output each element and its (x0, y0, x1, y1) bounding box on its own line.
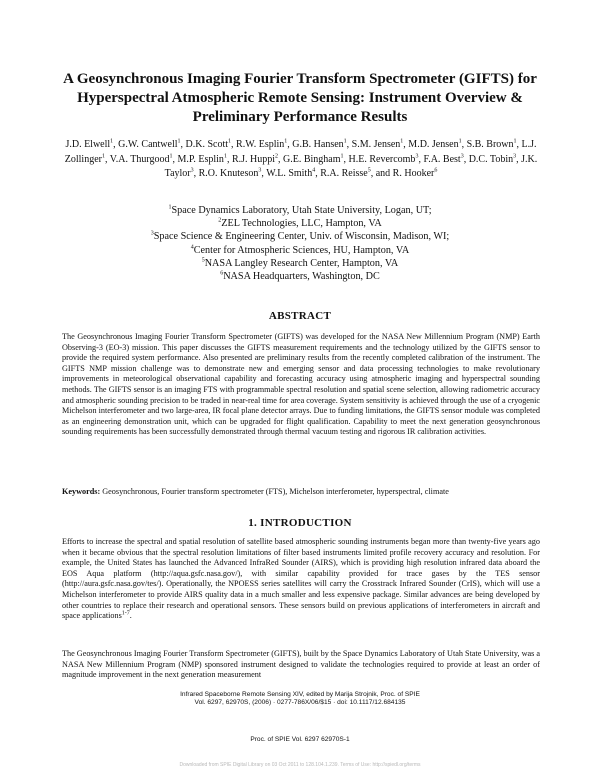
author (232, 154, 278, 165)
affiliation-text: ZEL Technologies, LLC, Hampton, VA (221, 218, 382, 230)
keywords-label: Keywords: (62, 487, 101, 496)
author (352, 139, 404, 150)
author-affiliation-marker: 2 (275, 153, 278, 160)
author (65, 139, 113, 150)
author (320, 168, 371, 179)
intro-paragraph-2: The Geosynchronous Imaging Fourier Transform Spectrometer (GIFTS), built by the Space Dynamics Laboratory of Utah State University, was a NASA New Millennium Program (NMP) sponsored instrument designed to validate the technologies required to provide at least an order of magnitude improvement in the next generation measurement (62, 649, 540, 680)
affiliation-list (80, 204, 520, 283)
affiliation-text: NASA Headquarters, Washington, DC (223, 271, 380, 283)
affiliation-text: Space Science & Engineering Center, Univ. of Wisconsin, Madison, WI; (153, 231, 450, 243)
author-name: J.D. Elwell (65, 139, 111, 150)
author (292, 139, 346, 150)
intro-citation-ref: 1-7 (121, 610, 130, 617)
author-name: R.O. Knuteson (198, 168, 259, 179)
affiliation-marker: 5 (201, 257, 205, 264)
affiliation-marker: 6 (220, 270, 224, 277)
affiliation-marker: 1 (168, 204, 172, 211)
affiliation-text: NASA Langley Research Center, Hampton, VA (204, 257, 399, 269)
author-affiliation-marker: 3 (190, 167, 194, 174)
author-name: R.W. Esplin (236, 139, 285, 150)
author-name: R.J. Huppi (231, 153, 275, 165)
author-name: J.K. Taylor (164, 153, 538, 179)
affiliation (80, 230, 520, 243)
author-name: M.D. Jensen (408, 139, 459, 150)
author-list: J.D. Elwell$^1$, G.W. Cantwell$^1$, D.K. Scott$^1$, R.W. Esplin$^1$, G.B. Hansen$^1$, S.M. Jensen$^1$, M.D. Jensen$^1$, S.B. Brown$^1$, L.J. Zollinger$^1$, V.A. Thurgood$^1$, M.P. Esplin$^1$, R.J. Huppi$^2$, G.E. Bingham$^1$, H.E. Revercomb$^3$, F.A. Best$^3$, D.C. Tobin$^3$, J.K. Taylor$^3$, R.O. Knuteson$^3$, W.L. Smith$^4$, R.A. Reisse$^5$, and R. Hooker$^6$ (64, 138, 538, 179)
affiliation (80, 217, 520, 230)
author (423, 154, 463, 165)
author-name: W.L. Smith (266, 168, 313, 179)
author-name: L.J. Zollinger (64, 139, 537, 165)
author-name: H.E. Revercomb (348, 153, 416, 165)
footer-citation-line-2: Vol. 6297, 62970S, (2006) · 0277-786X/06/$15 · doi: 10.1117/12.684135 (194, 699, 406, 707)
author-name: S.B. Brown (466, 139, 514, 150)
author-name: G.W. Cantwell (118, 139, 178, 150)
author (393, 168, 438, 179)
download-notice: Downloaded from SPIE Digital Library on 03 Oct 2011 to 128.104.1.239. Terms of Use: http://spiedl.org/terms (179, 762, 421, 768)
author (283, 154, 344, 165)
author-affiliation-marker: 1 (284, 138, 288, 145)
affiliation (80, 244, 520, 257)
footer-citation (0, 691, 600, 708)
author-name: S.M. Jensen (351, 139, 401, 150)
author (236, 139, 287, 150)
keywords-text: Geosynchronous, Fourier transform spectrometer (FTS), Michelson interferometer, hyperspectral, climate (102, 487, 449, 496)
author (186, 139, 232, 150)
intro-paragraph-1: Efforts to increase the spectral and spatial resolution of satellite based atmospheric sounding instruments began more than twenty-five years ago when it became obvious that the spectral resolution limitations of filter based instruments limited profile recovery accuracy and resolution. For example, the United States has launched the Advanced InfraRed Sounder (AIRS), which is providing high resolution infrared data aboard the EOS Aqua platform (http://aqua.gsfc.nasa.gov/), with similar capability provided for trace gases by the TES sensor (http://aura.gsfc.nasa.gov/tes/). Operationally, the NPOESS series satellites will carry the Crosstrack Infrared Sounder (CrIS), which will use a Michelson interferometer to provide AIRS quality data in a much smaller and less expensive package. Similar advances are being developed by other countries to replace their research and operational sensors. These sensors build on previous applications of interferometers in aircraft and space applications$^{1-7}$. (62, 537, 540, 621)
author-affiliation-marker: 4 (312, 167, 316, 174)
author-name: D.K. Scott (185, 139, 229, 150)
author-affiliation-marker: 3 (415, 153, 419, 160)
author-affiliation-marker: 3 (513, 153, 517, 160)
author (178, 154, 227, 165)
keywords (62, 487, 540, 498)
author-affiliation-marker: 6 (434, 167, 438, 174)
author-affiliation-marker: 1 (513, 138, 517, 145)
author (469, 154, 516, 165)
author (266, 168, 315, 179)
paper-title: A Geosynchronous Imaging Fourier Transform Spectrometer (GIFTS) for Hyperspectral Atmospheric Remote Sensing: Instrument Overview & Preliminary Performance Results (63, 71, 537, 125)
author-name: F.A. Best (423, 153, 461, 165)
affiliation (80, 270, 520, 283)
author-and: and (375, 168, 391, 179)
author-affiliation-marker: 1 (340, 153, 344, 160)
affiliation (80, 257, 520, 270)
author (199, 168, 262, 179)
author-name: D.C. Tobin (468, 153, 514, 165)
footer-citation-line-1: Infrared Spaceborne Remote Sensing XIV, edited by Marija Strojnik, Proc. of SPIE (180, 691, 420, 698)
affiliation-marker: 2 (218, 217, 222, 224)
author-affiliation-marker: 1 (177, 138, 181, 145)
author-name: G.B. Hansen (292, 139, 344, 150)
author-name: V.A. Thurgood (109, 153, 170, 165)
author-affiliation-marker: 5 (367, 167, 371, 174)
author-name: M.P. Esplin (177, 153, 224, 165)
author (118, 139, 180, 150)
author-name: R. Hooker (392, 168, 435, 179)
affiliation-text: Center for Atmospheric Sciences, HU, Hampton, VA (193, 244, 410, 256)
author-affiliation-marker: 3 (460, 153, 464, 160)
affiliation-marker: 4 (190, 244, 194, 251)
author-affiliation-marker: 1 (228, 138, 232, 145)
author-name: R.A. Reisse (320, 168, 368, 179)
author-affiliation-marker: 1 (169, 153, 173, 160)
author-name: G.E. Bingham (283, 153, 341, 165)
author-affiliation-marker: 1 (110, 138, 114, 145)
author (110, 154, 173, 165)
author (467, 139, 517, 150)
affiliation-marker: 3 (150, 231, 154, 238)
author-affiliation-marker: 1 (223, 153, 227, 160)
author (408, 139, 461, 150)
affiliation-text: Space Dynamics Laboratory, Utah State University, Logan, UT; (171, 205, 432, 216)
author-affiliation-marker: 1 (101, 153, 105, 160)
section-heading-introduction: 1. INTRODUCTION (248, 517, 352, 529)
author-affiliation-marker: 1 (343, 138, 347, 145)
intro-paragraph-1-text: Efforts to increase the spectral and spatial resolution of satellite based atmospheric sounding instruments began more than twenty-five years ago when it became obvious that the spectral resolution limitations of filter based instruments limited profile recovery accuracy and resolution. For example, the United States has launched the Advanced InfraRed Sounder (AIRS), which is providing high resolution infrared data aboard the EOS Aqua platform (http://aqua.gsfc.nasa.gov/), with similar capability provided for trace gases by the TES sensor (http://aura.gsfc.nasa.gov/tes/). Operationally, the NPOESS series satellites will carry the Crosstrack Infrared Sounder (CrIS), which will use a Michelson interferometer to provide AIRS quality data in a much smaller and less expensive package. Similar advances are being developed by other countries to replace their research and operational sensors. These sensors build on previous applications of interferometers in aircraft and space applications (62, 537, 540, 621)
author (349, 154, 419, 165)
page-label: Proc. of SPIE Vol. 6297 62970S-1 (250, 736, 350, 743)
author-affiliation-marker: 3 (258, 167, 262, 174)
author-affiliation-marker: 1 (458, 138, 462, 145)
abstract-heading: ABSTRACT (268, 310, 332, 322)
affiliation (80, 204, 520, 217)
author-affiliation-marker: 1 (400, 138, 404, 145)
abstract-text: The Geosynchronous Imaging Fourier Transform Spectrometer (GIFTS) was developed for the NASA New Millennium Program (NMP) Earth Observing-3 (EO-3) mission. This paper discusses the GIFTS measurement requirements and the technology utilized by the GIFTS sensor to provide the required system performance. Also presented are preliminary results from the recently completed calibration of the instrument. The GIFTS NMP mission challenge was to demonstrate new and emerging sensor and data processing technologies to make revolutionary improvements in meteorological observational capability and forecasting accuracy using atmospheric imaging and hyperspectral sounding methods. The GIFTS sensor is an imaging FTS with programmable spectral resolution and spatial scene selection, allowing radiometric accuracy and atmospheric sounding precision to be traded in near-real time for area coverage. System sensitivity is achieved through the use of a cryogenic Michelson interferometer and two large-area, IR focal plane detector arrays. Due to funding limitations, the GIFTS sensor module was completed as an engineering demonstration unit, which can be upgraded for flight qualification. Capability to meet the next generation geosynchronous sounding requirements has been successfully demonstrated through thermal vacuum testing and rigorous IR calibration activities. (62, 332, 540, 437)
